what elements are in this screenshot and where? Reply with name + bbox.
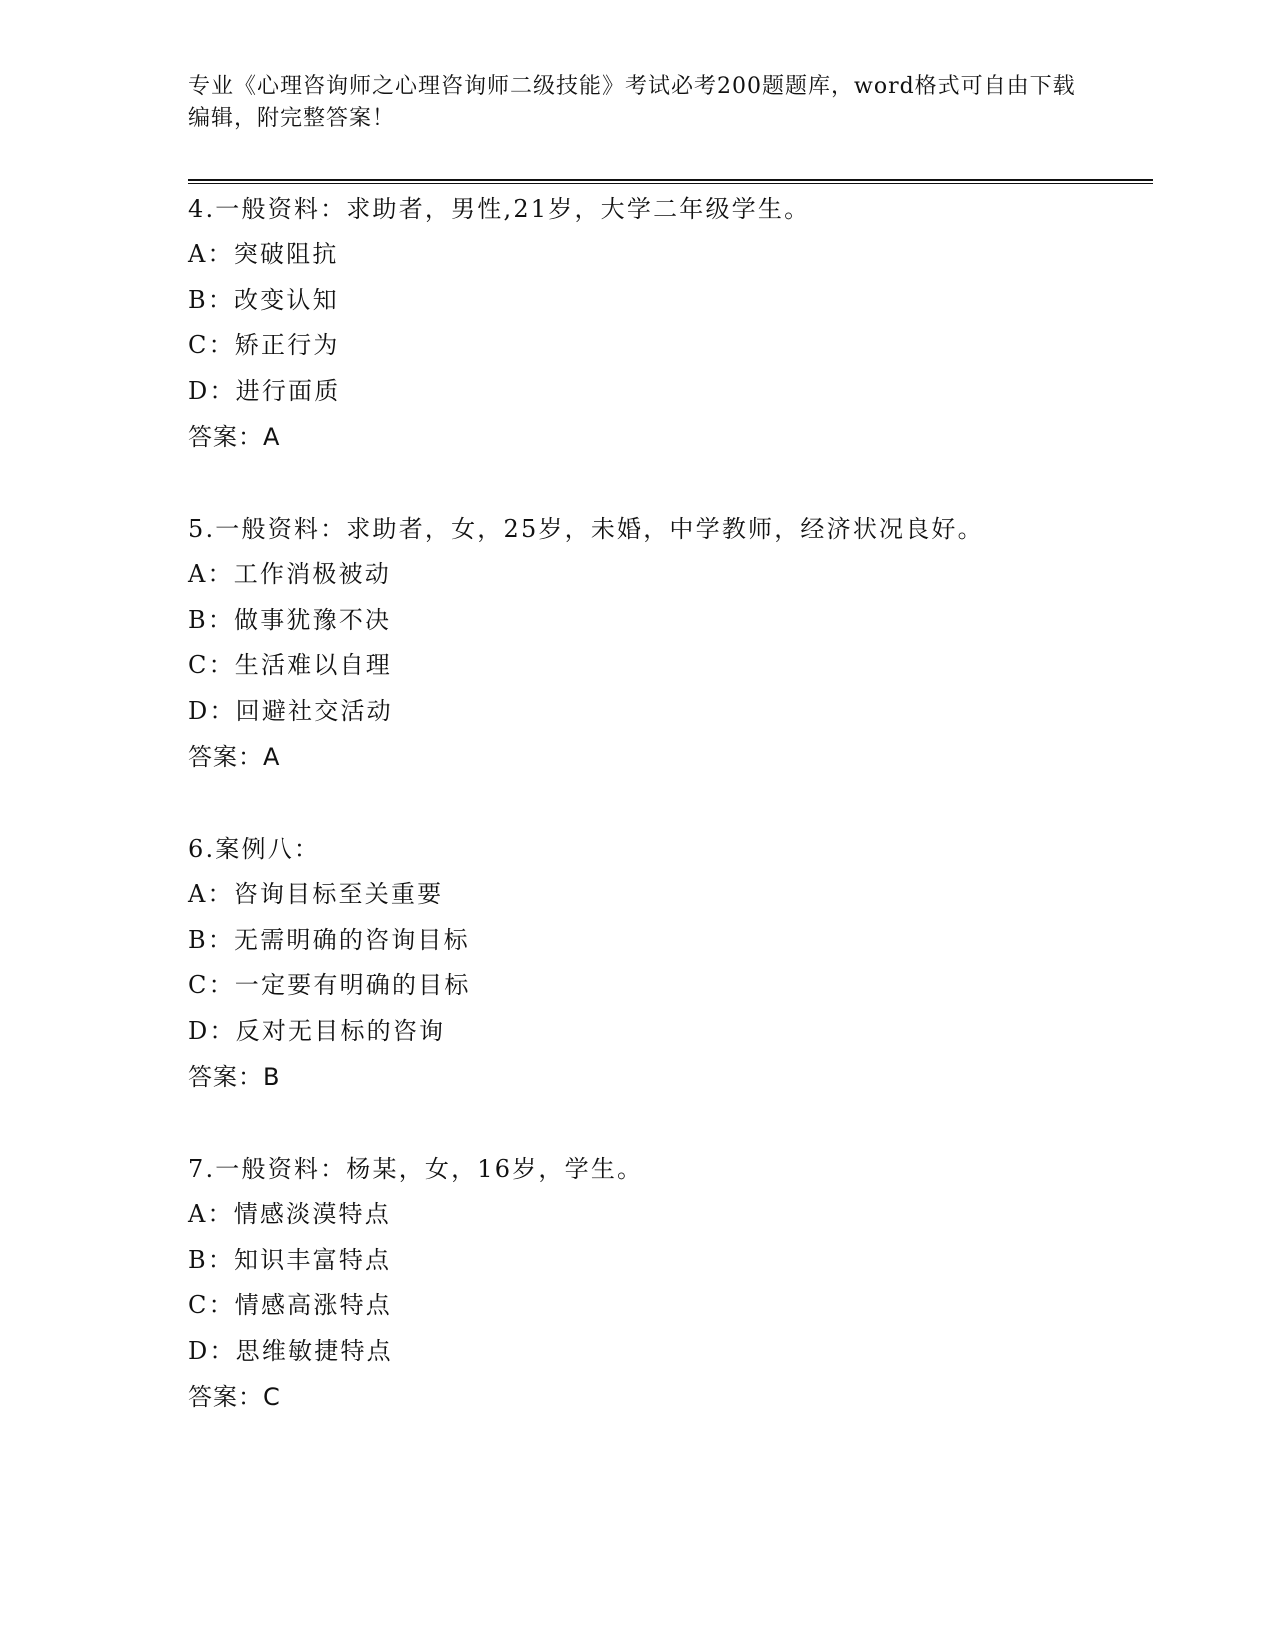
header-divider bbox=[188, 179, 1153, 184]
answer-line: 答案：B bbox=[188, 1063, 281, 1091]
question-title: 7.一般资料：杨某，女，16岁，学生。 bbox=[188, 1155, 644, 1183]
question-4 bbox=[188, 186, 1148, 460]
option-c: C：矫正行为 bbox=[188, 331, 340, 359]
question-title: 5.一般资料：求助者，女，25岁，未婚，中学教师，经济状况良好。 bbox=[188, 515, 984, 543]
option-a: A：情感淡漠特点 bbox=[188, 1200, 391, 1228]
option-b: B：改变认知 bbox=[188, 285, 339, 314]
option-a: A：工作消极被动 bbox=[188, 560, 391, 588]
question-title: 4.一般资料：求助者，男性,21岁，大学二年级学生。 bbox=[188, 195, 811, 223]
document-header: 专业《心理咨询师之心理咨询师二级技能》考试必考200题题库，word格式可自由下载编辑，附完整答案！ bbox=[188, 74, 1076, 131]
option-c: C：生活难以自理 bbox=[188, 651, 392, 679]
question-7 bbox=[188, 1146, 1148, 1420]
option-d: D：反对无目标的咨询 bbox=[188, 1016, 446, 1045]
option-d: D：回避社交活动 bbox=[188, 696, 393, 725]
option-a: A：咨询目标至关重要 bbox=[188, 880, 444, 908]
answer-line: 答案：A bbox=[188, 743, 281, 771]
question-6 bbox=[188, 826, 1148, 1100]
question-5 bbox=[188, 506, 1148, 780]
answer-line: 答案：A bbox=[188, 423, 281, 451]
option-b: B：做事犹豫不决 bbox=[188, 605, 392, 634]
answer-line: 答案：C bbox=[188, 1383, 281, 1411]
option-b: B：知识丰富特点 bbox=[188, 1245, 392, 1274]
option-d: D：思维敏捷特点 bbox=[188, 1336, 393, 1365]
question-title: 6.案例八： bbox=[188, 835, 321, 863]
option-c: C：一定要有明确的目标 bbox=[188, 971, 471, 999]
option-b: B：无需明确的咨询目标 bbox=[188, 925, 470, 954]
option-c: C：情感高涨特点 bbox=[188, 1291, 392, 1319]
option-a: A：突破阻抗 bbox=[188, 240, 339, 268]
option-d: D：进行面质 bbox=[188, 376, 341, 405]
